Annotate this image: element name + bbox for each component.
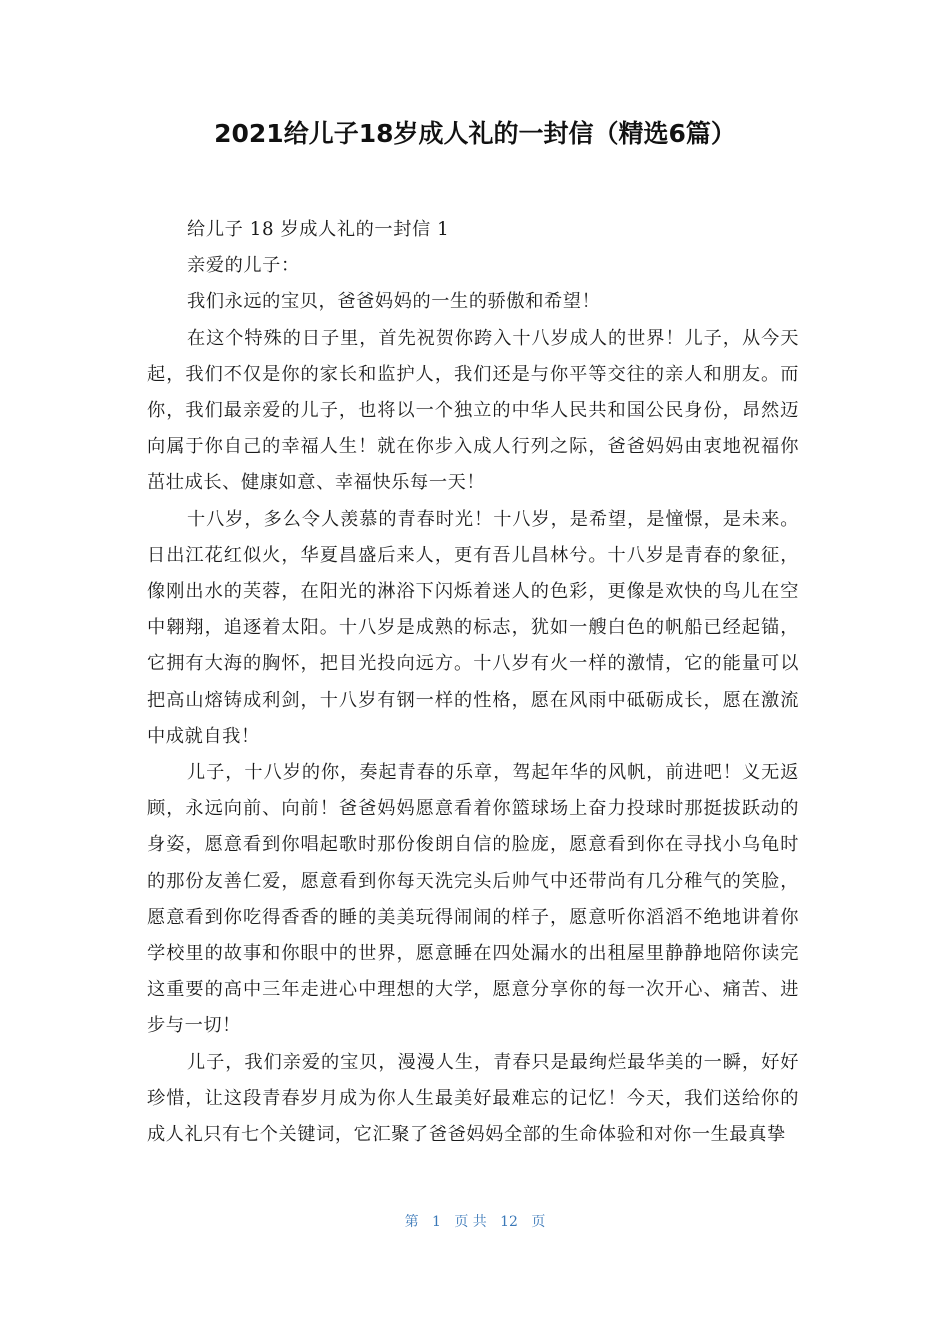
footer-middle: 页 共	[454, 1214, 487, 1230]
footer-current-page: 1	[432, 1214, 441, 1230]
section-heading: 给儿子 18 岁成人礼的一封信 1	[187, 219, 450, 240]
paragraph: 在这个特殊的日子里，首先祝贺你跨入十八岁成人的世界！儿子，从今天起，我们不仅是你的家长和监护人，我们还是与你平等交往的亲人和朋友。而你，我们最亲爱的儿子，也将以一个独立的中华人民共和国公民身份，昂然迈向属于你自己的幸福人生！就在你步入成人行列之际，爸爸妈妈由衷地祝福你茁壮成长、健康如意、幸福快乐每一天！	[147, 327, 799, 494]
page-footer	[0, 1212, 950, 1232]
footer-suffix: 页	[531, 1214, 546, 1230]
paragraph: 儿子，我们亲爱的宝贝，漫漫人生，青春只是最绚烂最华美的一瞬，好好珍惜，让这段青春岁月成为你人生最美好最难忘的记忆！今天，我们送给你的成人礼只有七个关键词，它汇聚了爸爸妈妈全部的生命体验和对你一生最真挚	[147, 1051, 799, 1146]
document-body	[147, 212, 799, 1153]
footer-total-pages: 12	[500, 1214, 518, 1230]
paragraph: 我们永远的宝贝，爸爸妈妈的一生的骄傲和希望！	[187, 291, 601, 313]
salutation: 亲爱的儿子：	[187, 255, 300, 277]
paragraph: 儿子，十八岁的你，奏起青春的乐章，驾起年华的风帆，前进吧！义无返顾，永远向前、向前！爸爸妈妈愿意看着你篮球场上奋力投球时那挺拔跃动的身姿，愿意看到你唱起歌时那份俊朗自信的脸庞，愿意看到你在寻找小乌龟时的那份友善仁爱，愿意看到你每天洗完头后帅气中还带尚有几分稚气的笑脸，愿意看到你吃得香香的睡的美美玩得闹闹的样子，愿意听你滔滔不绝地讲着你学校里的故事和你眼中的世界，愿意睡在四处漏水的出租屋里静静地陪你读完这重要的高中三年走进心中理想的大学，愿意分享你的每一次开心、痛苦、进步与一切！	[147, 762, 799, 1037]
page-title: 2021给儿子18岁成人礼的一封信（精选6篇）	[214, 119, 736, 148]
footer-prefix: 第	[404, 1214, 419, 1230]
paragraph: 十八岁，多么令人羡慕的青春时光！十八岁，是希望，是憧憬，是未来。日出江花红似火，华夏昌盛后来人，更有吾儿昌林兮。十八岁是青春的象征，像刚出水的芙蓉，在阳光的淋浴下闪烁着迷人的色彩，更像是欢快的鸟儿在空中翱翔，追逐着太阳。十八岁是成熟的标志，犹如一艘白色的帆船已经起锚，它拥有大海的胸怀，把目光投向远方。十八岁有火一样的激情，它的能量可以把高山熔铸成利剑，十八岁有钢一样的性格，愿在风雨中砥砺成长，愿在激流中成就自我！	[147, 508, 799, 747]
